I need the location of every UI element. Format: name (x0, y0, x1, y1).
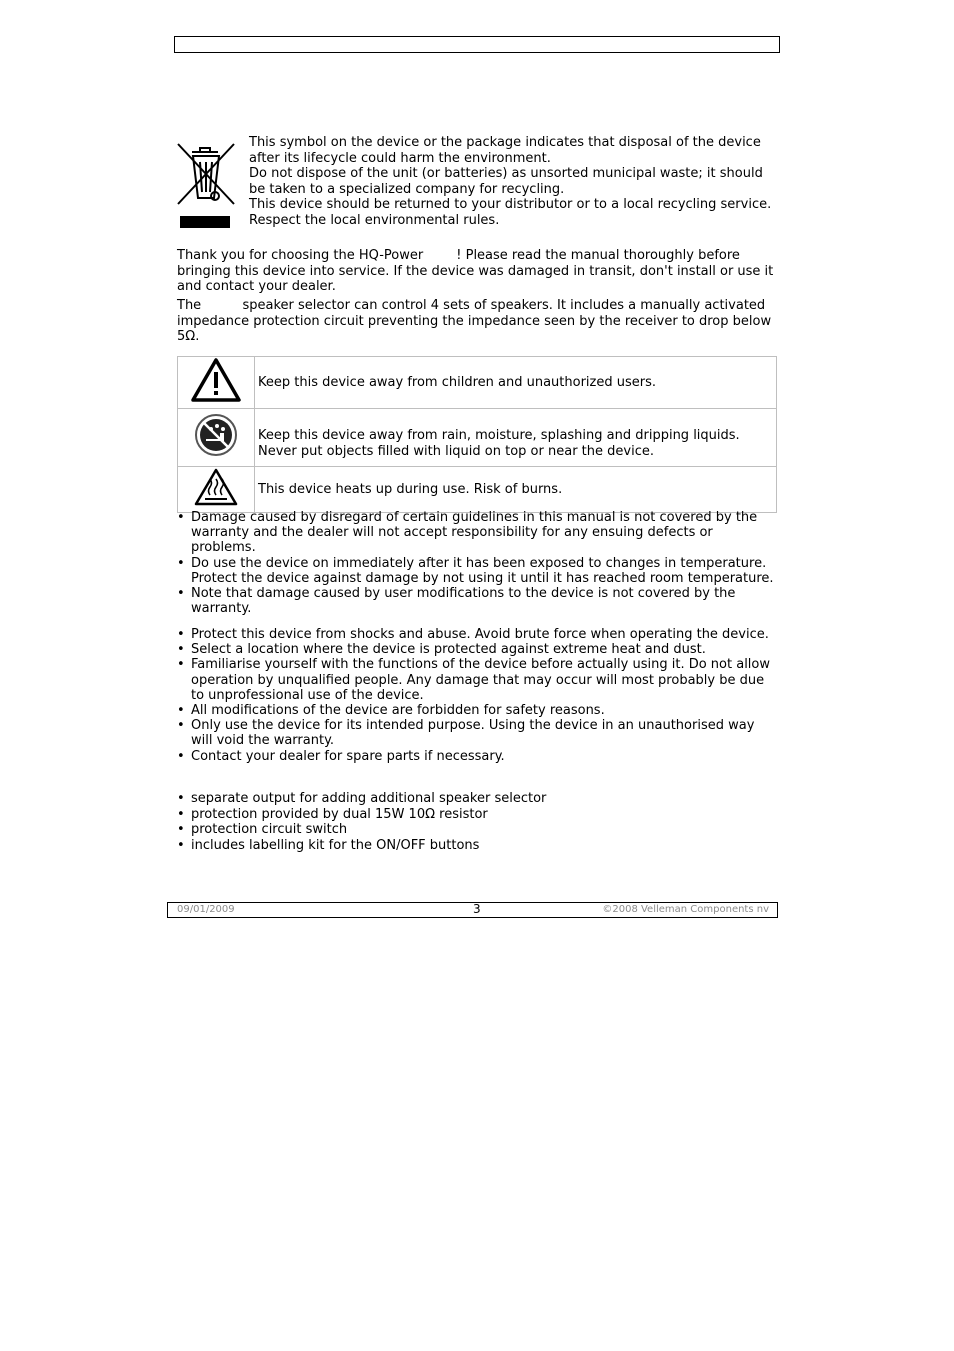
list-item: • All modifications of the device are forbidden for safety reasons. (177, 703, 777, 718)
warning-row (178, 357, 777, 409)
list-item: • protection provided by dual 15W 10Ω resistor (177, 807, 777, 823)
no-liquids-icon (194, 413, 238, 457)
weee-line: be taken to a specialized company for recycling. (249, 181, 565, 197)
weee-notice (249, 135, 779, 229)
intro-paragraph: Thank you for choosing the HQ-Power ! Please read the manual thoroughly before bringing this device into service. If the device was damaged in transit, don't install or use it and contact your dealer. (177, 248, 778, 295)
warning-text: Keep this device away from children and unauthorized users. (255, 357, 777, 409)
weee-line: This device should be returned to your distributor or to a local recycling service. (249, 197, 772, 213)
list-item: • Familiarise yourself with the functions of the device before actually using it. Do not allow operation by unqualified people. Any damage that may occur will most probably be due to unprofessional use of the device. (177, 657, 777, 703)
weee-line: Respect the local environmental rules. (249, 212, 500, 228)
list-item: • Only use the device for its intended purpose. Using the device in an unauthorised way will void the warranty. (177, 718, 777, 748)
list-item: • protection circuit switch (177, 822, 777, 838)
warning-icon-cell (178, 467, 255, 513)
footer-copyright: ©2008 Velleman Components nv (602, 904, 769, 915)
warning-icon-cell (178, 409, 255, 467)
list-item: • Note that damage caused by user modifications to the device is not covered by the warranty. (177, 586, 777, 616)
list-item: • Damage caused by disregard of certain guidelines in this manual is not covered by the warranty and the dealer will not accept responsibility for any ensuing defects or problems. (177, 510, 777, 556)
features-list (177, 791, 777, 853)
list-item: • Do use the device on immediately after it has been exposed to changes in temperature. Protect the device against damage by not using it until it has reached room temperature. (177, 556, 777, 586)
warning-row (178, 467, 777, 513)
list-item: • includes labelling kit for the ON/OFF buttons (177, 838, 777, 854)
weee-line: Do not dispose of the unit (or batteries) as unsorted municipal waste; it should (249, 166, 763, 182)
warning-icon-cell (178, 357, 255, 409)
weee-crossed-bin-icon (176, 140, 238, 232)
list-item: • Select a location where the device is protected against extreme heat and dust. (177, 642, 777, 657)
safety-warnings-table (177, 356, 777, 513)
list-item: • separate output for adding additional speaker selector (177, 791, 777, 807)
warning-text: Keep this device away from rain, moisture, splashing and dripping liquids. Never put objects filled with liquid on top or near the device. (255, 409, 777, 467)
weee-line: This symbol on the device or the package indicates that disposal of the device (249, 135, 761, 150)
warning-text: This device heats up during use. Risk of burns. (255, 467, 777, 513)
list-item: • Protect this device from shocks and abuse. Avoid brute force when operating the device. (177, 627, 777, 642)
warranty-guidelines-list (177, 510, 777, 616)
hot-surface-icon (193, 467, 239, 507)
weee-line: after its lifecycle could harm the environment. (249, 150, 551, 166)
list-item: • Contact your dealer for spare parts if necessary. (177, 749, 777, 764)
header-box (174, 36, 780, 53)
page-footer (167, 902, 778, 918)
footer-date: 09/01/2009 (177, 904, 235, 915)
general-guidelines-list (177, 627, 777, 764)
page-number: 3 (473, 902, 481, 916)
warning-triangle-icon (190, 357, 242, 403)
warning-row (178, 409, 777, 467)
product-description: The speaker selector can control 4 sets of speakers. It includes a manually activated impedance protection circuit preventing the impedance seen by the receiver to drop below 5Ω. (177, 298, 776, 345)
